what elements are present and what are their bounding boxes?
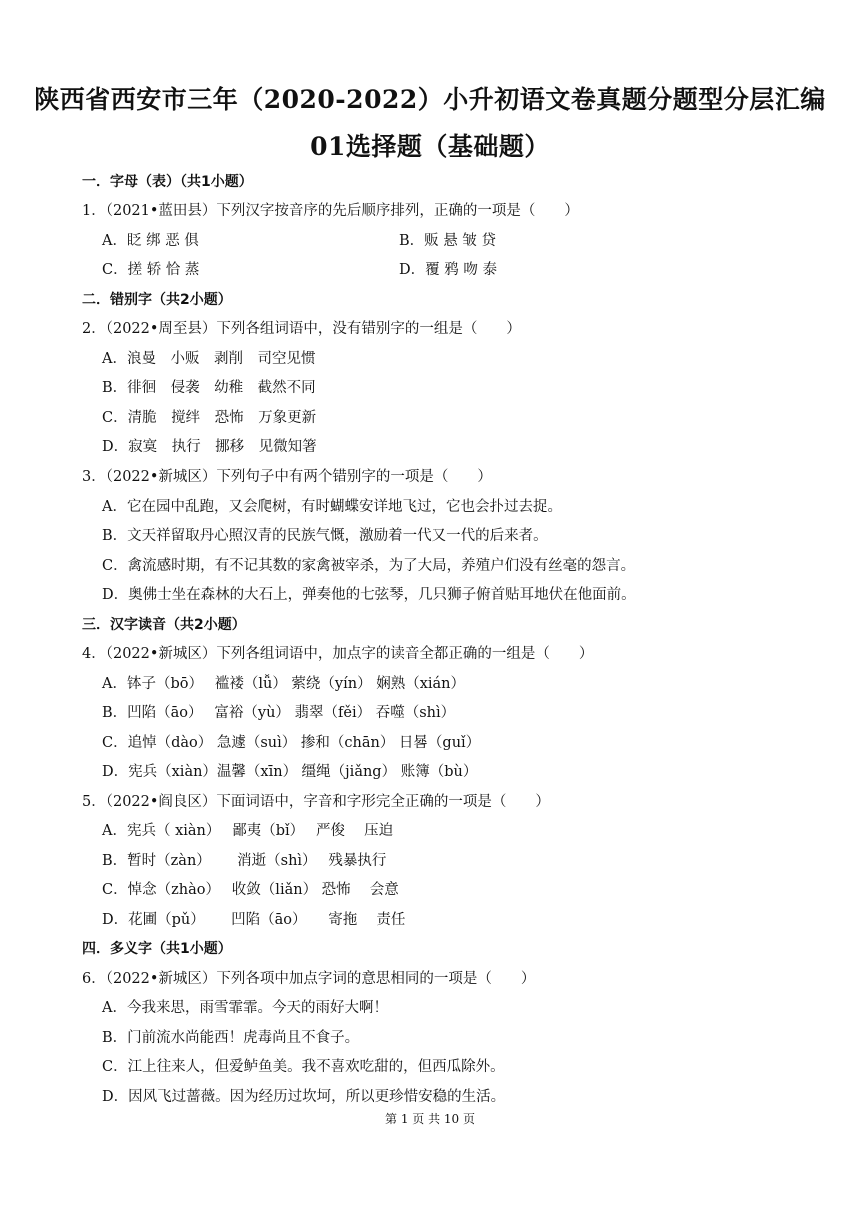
question-stem: 5．（2022•阎良区）下面词语中，字音和字形完全正确的一项是（ ） — [82, 794, 550, 810]
option: D．奥佛士坐在森林的大石上，弹奏他的七弦琴，几只狮子俯首贴耳地伏在他面前。 — [102, 587, 636, 603]
option: C．江上往来人，但爱鲈鱼美。我不喜欢吃甜的，但西瓜除外。 — [102, 1059, 505, 1075]
option: A．它在园中乱跑，又会爬树，有时蝴蝶安详地飞过，它也会扑过去捉。 — [102, 499, 562, 515]
option: B．凹陷（āo） 富裕（yù） 翡翠（fěi） 吞噬（shì） — [102, 705, 456, 721]
document-title: 陕西省西安市三年（2020-2022）小升初语文卷真题分题型分层汇编 — [34, 85, 826, 114]
section-heading: 一．字母（表）（共1小题） — [82, 174, 253, 190]
option: A．钵子（bō） 褴褛（lǚ） 萦绕（yín） 娴熟（xián） — [102, 676, 466, 692]
option: C．禽流感时期，有不记其数的家禽被宰杀，为了大局，养殖户们没有丝毫的怨言。 — [102, 558, 636, 574]
question-stem: 3．（2022•新城区）下列句子中有两个错别字的一项是（ ） — [82, 469, 492, 485]
option: C．悼念（zhào） 收敛（liǎn） 恐怖 会意 — [102, 882, 399, 898]
question-stem: 1．（2021•蓝田县）下列汉字按音序的先后顺序排列，正确的一项是（ ） — [82, 203, 579, 219]
question-stem: 4．（2022•新城区）下列各组词语中，加点字的读音全都正确的一组是（ ） — [82, 646, 594, 662]
option: B．门前流水尚能西！虎毒尚且不食子。 — [102, 1030, 360, 1046]
section-heading: 四．多义字（共1小题） — [82, 941, 232, 957]
option: D．覆 鸦 吻 泰 — [399, 262, 497, 278]
option: C．清脆 搅绊 恐怖 万象更新 — [102, 410, 317, 426]
option: D．寂寞 执行 挪移 见微知箸 — [102, 439, 317, 455]
page-footer: 第 1 页 共 10 页 — [385, 1112, 475, 1126]
option: B．徘徊 侵袭 幼稚 截然不同 — [102, 380, 316, 396]
section-heading: 二．错别字（共2小题） — [82, 292, 232, 308]
question-stem: 2．（2022•周至县）下列各组词语中，没有错别字的一组是（ ） — [82, 321, 521, 337]
option: D．宪兵（xiàn）温馨（xīn） 缰绳（jiǎng） 账簿（bù） — [102, 764, 478, 780]
document-subtitle: 01选择题（基础题） — [310, 132, 550, 161]
option: B．暂时（zàn） 消逝（shì） 残暴执行 — [102, 853, 387, 869]
option: D．因风飞过蔷薇。因为经历过坎坷，所以更珍惜安稳的生活。 — [102, 1089, 506, 1105]
option: A．浪曼 小贩 剥削 司空见惯 — [102, 351, 316, 367]
question-stem: 6．（2022•新城区）下列各项中加点字词的意思相同的一项是（ ） — [82, 971, 536, 987]
option: A．宪兵（ xiàn） 鄙夷（bǐ） 严俊 压迫 — [102, 823, 394, 839]
option: C．搓 轿 恰 蒸 — [102, 262, 200, 278]
option: B．贩 悬 皱 贷 — [399, 233, 496, 249]
option: A．今我来思，雨雪霏霏。今天的雨好大啊！ — [102, 1000, 388, 1016]
option: C．追悼（dào） 急遽（suì） 掺和（chān） 日晷（guǐ） — [102, 735, 481, 751]
option: D．花圃（pǔ） 凹陷（āo） 寄拖 责任 — [102, 912, 406, 928]
option: A．眨 绑 恶 俱 — [102, 233, 199, 249]
section-heading: 三．汉字读音（共2小题） — [82, 617, 246, 633]
option: B．文天祥留取丹心照汉青的民族气慨，激励着一代又一代的后来者。 — [102, 528, 548, 544]
